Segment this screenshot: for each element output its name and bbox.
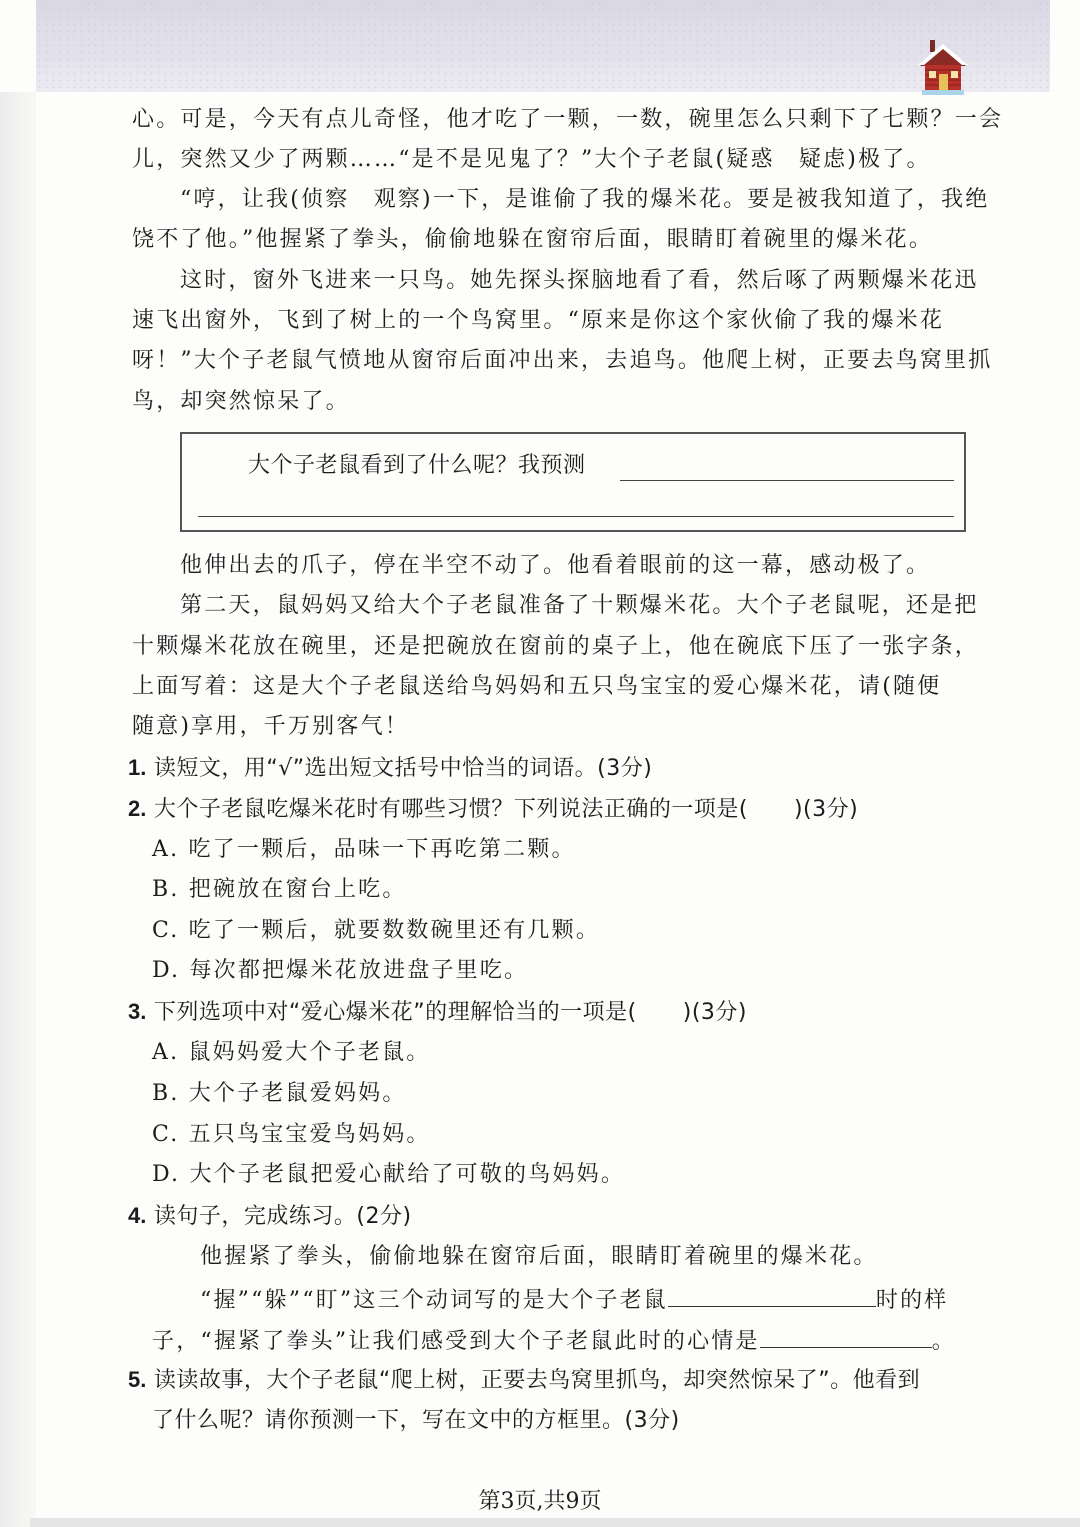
question-number: 1. [128, 755, 147, 780]
fill-line-2 [152, 1323, 956, 1358]
option-d: D. 每次都把爆米花放进盘子里吃。 [152, 958, 529, 983]
question-5 [128, 1364, 920, 1397]
option-a: A. 鼠妈妈爱大个子老鼠。 [152, 1040, 431, 1065]
fill-line-1 [200, 1282, 949, 1317]
passage-line: 随意)享用，千万别客气！ [132, 714, 409, 739]
question-text: 读句子，完成练习。(2分) [153, 1204, 412, 1229]
question-number: 4. [128, 1203, 147, 1228]
quoted-sentence: 他握紧了拳头，偷偷地躲在窗帘后面，眼睛盯着碗里的爆米花。 [200, 1244, 878, 1269]
question-stem: 大个子老鼠吃爆米花时有哪些习惯？下列说法正确的一项是( [153, 797, 748, 822]
passage-line: 他伸出去的爪子，停在半空不动了。他看着眼前的这一幕，感动极了。 [180, 553, 931, 578]
passage-line: 饶不了他。”他握紧了拳头，偷偷地躲在窗帘后面，眼睛盯着碗里的爆米花。 [132, 227, 934, 252]
banner-texture [36, 0, 1050, 92]
question-number: 5. [128, 1367, 147, 1392]
passage-line: 第二天，鼠妈妈又给大个子老鼠准备了十颗爆米花。大个子老鼠呢，还是把 [180, 593, 979, 618]
prediction-box [180, 432, 966, 532]
passage-line: 鸟，却突然惊呆了。 [132, 389, 350, 414]
question-1 [128, 752, 652, 785]
header-banner [36, 0, 1050, 92]
passage-line: 心。可是，今天有点儿奇怪，他才吃了一颗，一数，碗里怎么只剩下了七颗？一会 [132, 107, 1004, 132]
question-3 [128, 996, 747, 1029]
house-icon [918, 38, 968, 96]
option-b: B. 大个子老鼠爱妈妈。 [152, 1081, 407, 1106]
question-text: 读读故事，大个子老鼠“爬上树，正要去鸟窝里抓鸟，却突然惊呆了”。他看到 [153, 1368, 921, 1393]
passage-line: 呀！”大个子老鼠气愤地从窗帘后面冲出来，去追鸟。他爬上树，正要去鸟窝里抓 [132, 348, 993, 373]
question-score: )(3分) [793, 797, 859, 822]
prediction-prompt: 大个子老鼠看到了什么呢？我预测 [248, 453, 586, 478]
question-5-cont: 了什么呢？请你预测一下，写在文中的方框里。(3分) [152, 1408, 680, 1433]
question-4 [128, 1200, 412, 1233]
page-footer: 第3页,共9页 [478, 1489, 602, 1514]
question-score: )(3分) [682, 1000, 747, 1025]
fill-text: 时的样 [875, 1288, 949, 1313]
option-c: C. 吃了一颗后，就要数数碗里还有几颗。 [152, 918, 601, 943]
passage-line: 儿，突然又少了两颗……“是不是见鬼了？”大个子老鼠(疑惑 疑虑)极了。 [132, 147, 931, 172]
question-number: 3. [128, 999, 147, 1024]
passage-line: 十颗爆米花放在碗里，还是把碗放在窗前的桌子上，他在碗底下压了一张字条， [132, 634, 980, 659]
option-a: A. 吃了一颗后，品味一下再吃第二颗。 [152, 837, 576, 862]
prediction-answer-line-2[interactable] [198, 516, 954, 517]
prediction-answer-line-1[interactable] [620, 480, 954, 481]
passage-line: “哼，让我(侦察 观察)一下，是谁偷了我的爆米花。要是被我知道了，我绝 [180, 187, 990, 212]
passage-line: 速飞出窗外，飞到了树上的一个鸟窝里。“原来是你这个家伙偷了我的爆米花 [132, 308, 945, 333]
question-stem: 下列选项中对“爱心爆米花”的理解恰当的一项是( [153, 1000, 637, 1025]
option-b: B. 把碗放在窗台上吃。 [152, 877, 407, 902]
fill-text: 。 [931, 1329, 956, 1354]
question-number: 2. [128, 796, 147, 821]
answer-blank[interactable] [760, 1323, 932, 1348]
bottom-edge [30, 1518, 1080, 1527]
paper-edge-shadow [0, 92, 36, 1527]
answer-blank[interactable] [668, 1282, 876, 1307]
fill-text: “握”“躲”“盯”这三个动词写的是大个子老鼠 [200, 1288, 668, 1313]
passage-line: 上面写着：这是大个子老鼠送给鸟妈妈和五只鸟宝宝的爱心爆米花，请(随便 [132, 674, 942, 699]
option-c: C. 五只鸟宝宝爱鸟妈妈。 [152, 1122, 431, 1147]
question-2 [128, 793, 858, 826]
passage-line: 这时，窗外飞进来一只鸟。她先探头探脑地看了看，然后啄了两颗爆米花迅 [180, 268, 979, 293]
fill-text: 子，“握紧了拳头”让我们感受到大个子老鼠此时的心情是 [152, 1329, 760, 1354]
option-d: D. 大个子老鼠把爱心献给了可敬的鸟妈妈。 [152, 1162, 626, 1187]
question-text: 读短文，用“√”选出短文括号中恰当的词语。(3分) [153, 756, 653, 781]
